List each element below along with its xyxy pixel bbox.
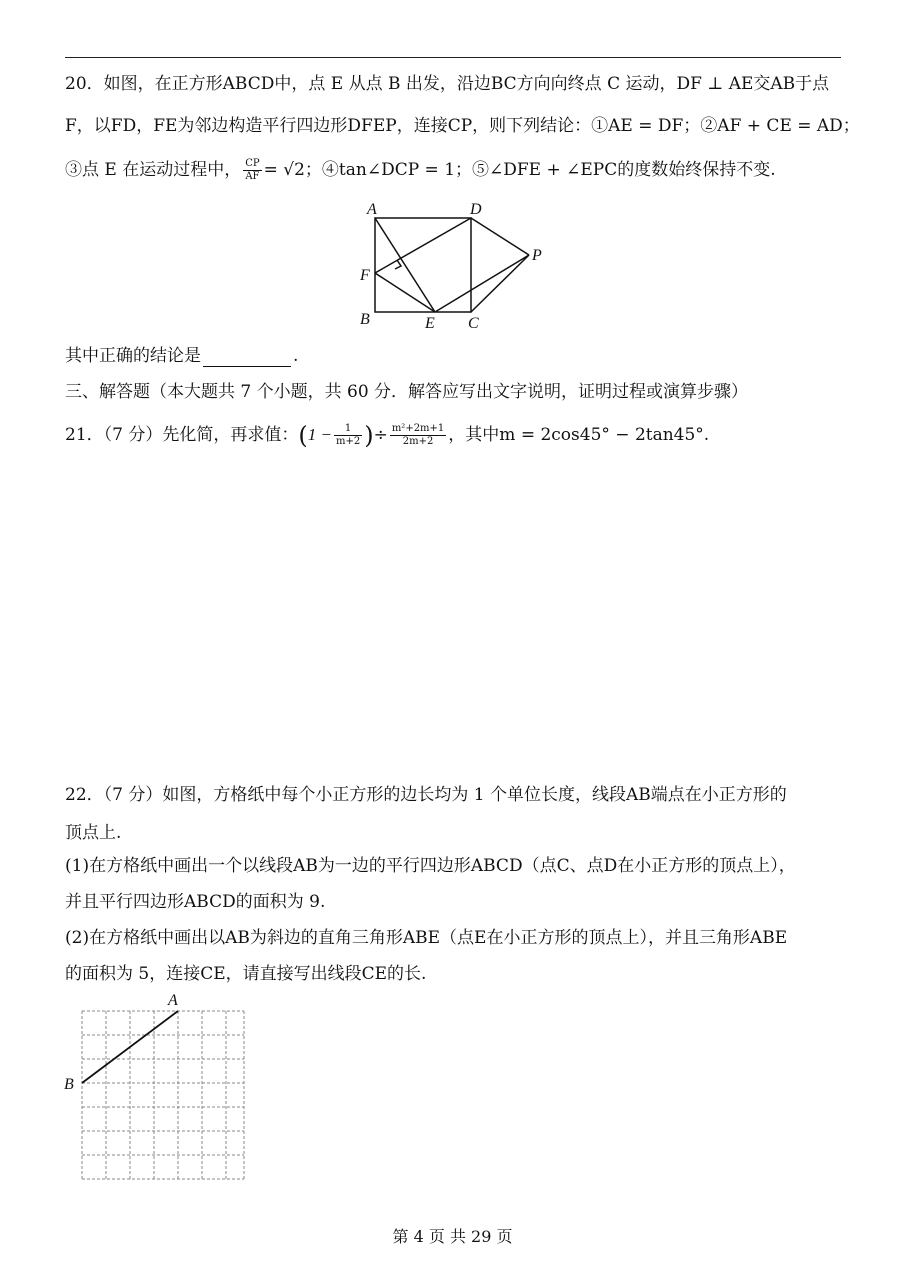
q20-answer-prefix: 其中正确的结论是	[65, 346, 201, 366]
q20-line2: F，以FD，FE为邻边构造平行四边形DFEP，连接CP，则下列结论：①AE = DF；②AF + CE = AD；	[65, 116, 860, 136]
label-d: D	[470, 201, 482, 218]
label-a: A	[367, 201, 377, 218]
q22-line4: 并且平行四边形ABCD的面积为 9.	[65, 892, 326, 912]
segment-cp	[471, 255, 529, 312]
label-c: C	[468, 315, 479, 332]
q20-frac-den: AF	[245, 171, 260, 182]
label-e: E	[425, 315, 435, 332]
q21-prefix: 21．（7 分）先化简，再求值：	[65, 425, 299, 445]
q20-line3	[65, 158, 776, 183]
label-b: B	[360, 311, 370, 328]
q20-line3-suffix: = √2；④tan∠DCP = 1；⑤∠DFE + ∠EPC的度数始终保持不变.	[263, 160, 776, 180]
header-rule	[65, 57, 841, 58]
q21-part1: 1 −	[307, 425, 332, 444]
q21-suffix: ，其中m = 2cos45° − 2tan45°.	[448, 425, 710, 445]
grid-figure	[55, 985, 255, 1185]
section3-heading: 三、解答题（本大题共 7 个小题，共 60 分．解答应写出文字说明，证明过程或演算步骤）	[65, 382, 749, 402]
q22-line2: 顶点上.	[65, 823, 122, 843]
answer-blank[interactable]	[203, 350, 291, 367]
q21-div: ÷	[373, 425, 388, 445]
paren-open: (	[298, 421, 308, 450]
segment-fe	[375, 273, 435, 312]
q22-line5: (2)在方格纸中画出以AB为斜边的直角三角形ABE（点E在小正方形的顶点上），并且三角形ABE	[65, 928, 788, 948]
label-p: P	[532, 247, 542, 264]
q21-line	[65, 423, 709, 448]
q20-line1: 20．如图，在正方形ABCD中，点 E 从点 B 出发，沿边BC方向向终点 C 运动，DF ⊥ AE交AB于点	[65, 74, 830, 94]
grid-lines	[82, 1011, 244, 1179]
page-footer: 第 4 页 共 29 页	[392, 1227, 513, 1246]
q20-answer-line	[65, 345, 298, 367]
q22-line1: 22．（7 分）如图，方格纸中每个小正方形的边长均为 1 个单位长度，线段AB端点在小正方形的	[65, 785, 787, 805]
square-figure	[350, 198, 560, 338]
segment-dp	[471, 218, 529, 255]
segment-ae	[375, 218, 435, 312]
q22-line3: (1)在方格纸中画出一个以线段AB为一边的平行四边形ABCD（点C、点D在小正方形的顶点上），	[65, 856, 796, 876]
paren-close: )	[364, 421, 374, 450]
q21-fraction2	[390, 423, 446, 448]
segment-ep	[435, 255, 529, 312]
label-f: F	[360, 267, 370, 284]
segment-fd	[375, 218, 471, 273]
q20-fraction	[243, 158, 261, 183]
q21-fraction1	[334, 423, 362, 448]
grid-label-b: B	[64, 1076, 74, 1093]
q21-f2-den: 2m+2	[402, 436, 434, 447]
q21-f2-num: m²+2m+1	[391, 423, 445, 434]
q21-f1-num: 1	[334, 423, 362, 436]
q21-f1-den: m+2	[335, 436, 361, 447]
q20-answer-suffix: .	[293, 346, 299, 366]
grid-label-a: A	[168, 992, 178, 1009]
q20-frac-num: CP	[245, 158, 260, 169]
q22-line6: 的面积为 5，连接CE，请直接写出线段CE的长.	[65, 964, 427, 984]
q20-line3-prefix: ③点 E 在运动过程中，	[65, 160, 242, 180]
